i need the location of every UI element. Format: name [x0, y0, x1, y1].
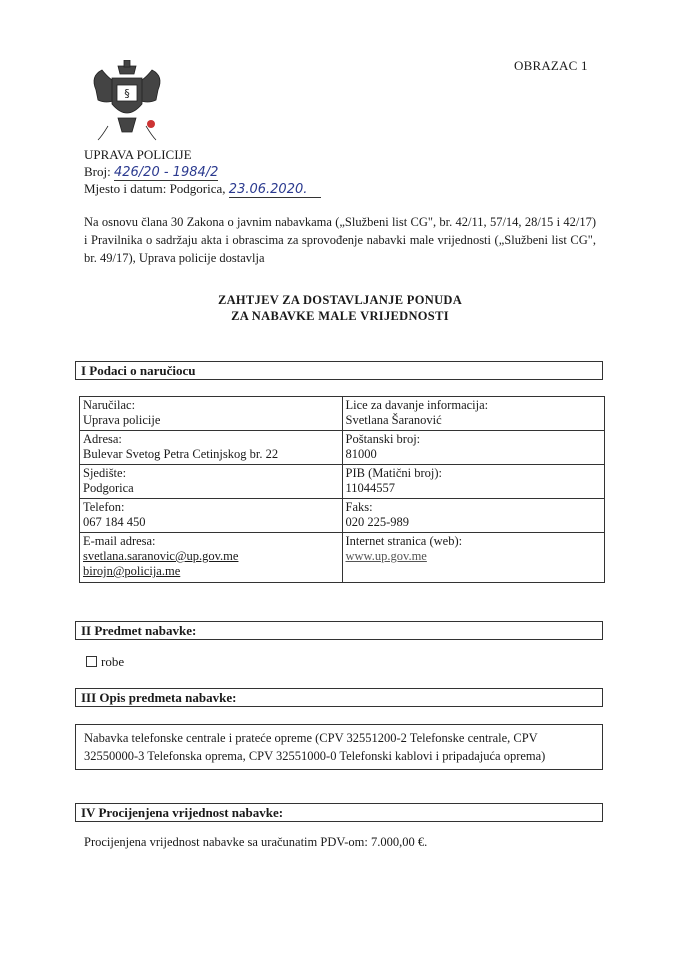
email-label: E-mail adresa: [83, 534, 156, 548]
cell-label: Faks: [345, 500, 373, 514]
website-link[interactable]: www.up.gov.me [345, 549, 427, 563]
cell-label: Sjedište: [83, 466, 127, 480]
intro-paragraph: Na osnovu člana 30 Zakona o javnim nabavkama („Službeni list CG", br. 42/11, 57/14, 28/15 i 42/17) i Pravilnika o sadržaju akta i obrascima za sprovođenje nabavki male vrijednosti („Službeni list CG", br. 49/17), Uprava policije dostavlja [84, 215, 596, 265]
cell-value: 020 225-989 [345, 515, 410, 529]
date-value: 23.06.2020. [229, 182, 321, 198]
table-cell [80, 397, 343, 431]
table-cell [80, 533, 343, 583]
section-4-heading: IV Procijenjena vrijednost nabavke: [75, 803, 603, 822]
section-1-heading: I Podaci o naručiocu [75, 361, 603, 380]
document-number-value: 426/20 - 1984/2 [113, 165, 219, 180]
section-3-heading: III Opis predmeta nabavke: [75, 688, 603, 707]
cell-label: Telefon: [83, 500, 125, 514]
svg-text:§: § [124, 87, 130, 100]
organization-name: UPRAVA POLICIJE [84, 147, 192, 162]
estimated-value-text: Procijenjena vrijednost nabavke sa uračunatim PDV-om: 7.000,00 €. [84, 835, 428, 849]
table-row [80, 431, 605, 465]
cell-label: PIB (Matični broj): [345, 466, 443, 480]
title-line-1: ZAHTJEV ZA DOSTAVLJANJE PONUDA [217, 293, 463, 307]
description-line-2: 32550000-3 Telefonska oprema, CPV 32551000-0 Telefonski kablovi i pripadajuća oprema) [84, 749, 546, 763]
table-cell [342, 431, 605, 465]
cell-value: Podgorica [83, 481, 134, 495]
goods-checkbox-row [86, 654, 124, 670]
email-link-1[interactable]: svetlana.saranovic@up.gov.me [83, 549, 239, 563]
coat-of-arms-logo [88, 60, 166, 144]
contracting-authority-table [79, 396, 605, 583]
place-date-label: Mjesto i datum: Podgorica, [84, 181, 226, 196]
table-cell [80, 499, 343, 533]
cell-label: Poštanski broj: [345, 432, 421, 446]
cell-label: Lice za davanje informacija: [345, 398, 489, 412]
goods-checkbox[interactable] [86, 656, 97, 667]
title-line-2: ZA NABAVKE MALE VRIJEDNOSTI [231, 309, 449, 323]
table-row [80, 499, 605, 533]
procurement-description [75, 724, 603, 770]
cell-value: Uprava policije [83, 413, 161, 427]
table-cell [342, 533, 605, 583]
form-number: OBRAZAC 1 [514, 58, 588, 73]
section-2-heading: II Predmet nabavke: [75, 621, 603, 640]
number-label: Broj: [84, 164, 111, 179]
cell-value: 11044557 [345, 481, 396, 495]
cell-label: Adresa: [83, 432, 122, 446]
cell-value: Bulevar Svetog Petra Cetinjskog br. 22 [83, 447, 279, 461]
cell-value: 067 184 450 [83, 515, 146, 529]
goods-option-label: robe [101, 654, 125, 669]
table-cell [342, 465, 605, 499]
email-link-2[interactable]: birojn@policija.me [83, 564, 181, 578]
table-row [80, 533, 605, 583]
table-row [80, 465, 605, 499]
document-number-line [84, 164, 218, 181]
document-title [84, 292, 596, 324]
table-cell [342, 499, 605, 533]
description-line-1: Nabavka telefonske centrale i prateće opreme (CPV 32551200-2 Telefonske centrale, CPV [84, 731, 538, 745]
cell-value: Svetlana Šaranović [345, 413, 442, 427]
place-date-line [84, 181, 321, 198]
table-cell [80, 431, 343, 465]
web-label: Internet stranica (web): [345, 534, 463, 548]
table-cell [342, 397, 605, 431]
table-row [80, 397, 605, 431]
table-cell [80, 465, 343, 499]
cell-value: 81000 [345, 447, 377, 461]
cell-label: Naručilac: [83, 398, 136, 412]
